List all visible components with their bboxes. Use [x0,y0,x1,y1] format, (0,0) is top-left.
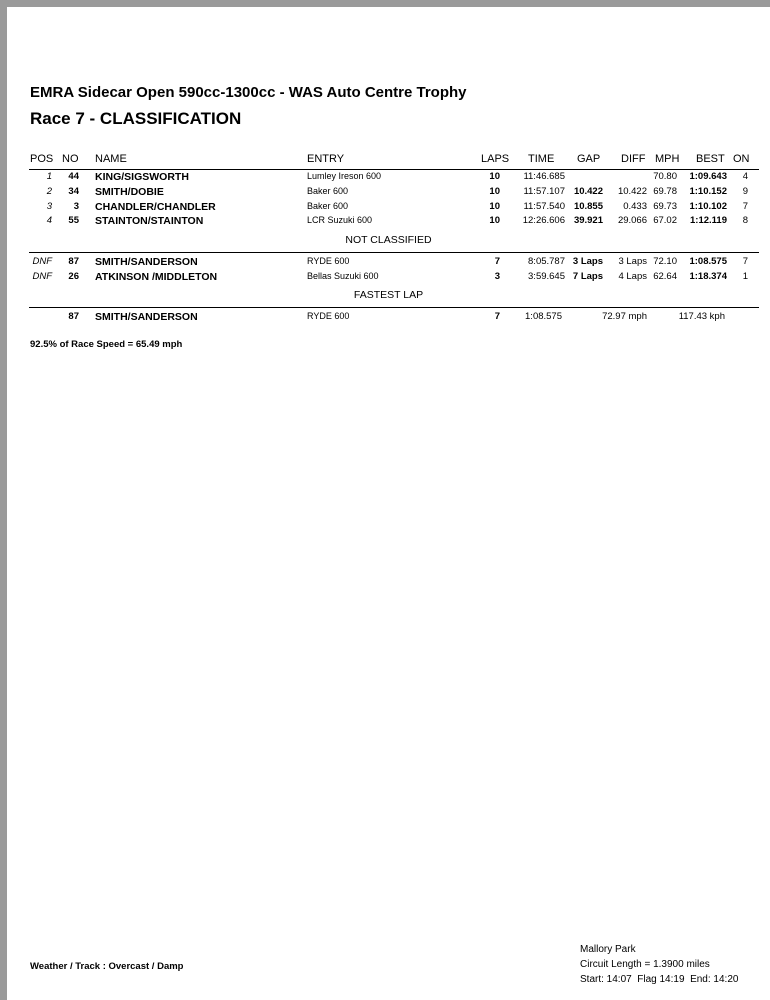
row-best: 1:09.643 [689,171,727,182]
row-mph: 62.64 [653,271,677,282]
results-page [7,7,770,1000]
row-laps: 10 [489,186,500,197]
row-name: SMITH/DOBIE [95,186,164,198]
row-no: 3 [73,201,79,212]
not-classified-heading: NOT CLASSIFIED [345,234,432,246]
row-entry: LCR Suzuki 600 [307,215,373,225]
row-mph: 67.02 [653,215,677,226]
row-pos: DNF [32,256,52,267]
fastest-entry: RYDE 600 [307,311,350,321]
row-no: 34 [68,186,79,197]
row-gap: 10.855 [573,201,603,212]
row-no: 44 [68,171,79,182]
col-pos: POS [30,153,54,165]
result-row [7,215,770,229]
row-diff: 29.066 [617,215,647,226]
row-best: 1:12.119 [690,215,727,226]
row-no: 87 [68,256,79,267]
race-title: Race 7 - CLASSIFICATION [30,109,242,128]
weather-track: Weather / Track : Overcast / Damp [30,961,184,972]
fastest-mph: 72.97 mph [602,311,647,322]
fastest-no: 87 [68,311,79,322]
col-gap: GAP [577,153,601,165]
row-mph: 70.80 [653,171,677,182]
row-best: 1:10.102 [689,201,727,212]
row-best: 1:08.575 [689,256,727,267]
fastest-kph: 117.43 kph [678,311,725,322]
result-row [7,171,770,185]
row-entry: Baker 600 [307,186,349,196]
row-name: CHANDLER/CHANDLER [95,201,216,213]
row-mph: 69.78 [653,186,677,197]
fastest-lap-number: 7 [494,311,500,322]
row-on: 1 [742,271,748,282]
row-diff: 4 Laps [618,271,647,282]
circuit-name: Mallory Park [580,944,636,955]
row-on: 4 [742,171,748,182]
row-entry: Bellas Suzuki 600 [307,271,379,281]
row-entry: Baker 600 [307,201,349,211]
fastest-lap-row [7,311,770,325]
row-time: 11:57.540 [523,201,565,212]
row-time: 8:05.787 [528,256,565,267]
row-name: STAINTON/STAINTON [95,215,204,227]
row-gap: 10.422 [573,186,603,197]
row-mph: 69.73 [653,201,677,212]
row-no: 55 [68,215,79,226]
result-row [7,201,770,215]
row-pos: DNF [32,271,52,282]
row-pos: 1 [46,171,52,182]
row-pos: 3 [46,201,52,212]
row-mph: 72.10 [653,256,677,267]
col-entry: ENTRY [307,153,345,165]
row-laps: 10 [489,201,500,212]
not-classified-divider [29,252,759,253]
row-diff: 0.433 [623,201,647,212]
row-no: 26 [68,271,79,282]
fastest-lap-divider [29,307,759,308]
row-pos: 2 [46,186,52,197]
row-gap: 7 Laps [572,271,603,282]
row-on: 9 [742,186,748,197]
col-on: ON [733,153,750,165]
row-diff: 10.422 [617,186,647,197]
result-row [7,256,770,270]
row-entry: Lumley Ireson 600 [307,171,382,181]
header-divider [29,169,759,170]
result-row [7,271,770,285]
col-time: TIME [528,153,555,165]
row-on: 7 [742,256,748,267]
row-time: 11:57.107 [523,186,565,197]
row-name: SMITH/SANDERSON [95,256,198,268]
fastest-time: 1:08.575 [525,311,562,322]
row-name: ATKINSON /MIDDLETON [95,271,218,283]
row-best: 1:18.374 [689,271,727,282]
row-laps: 10 [489,171,500,182]
row-gap: 3 Laps [572,256,603,267]
row-laps: 3 [494,271,500,282]
row-best: 1:10.152 [689,186,727,197]
row-time: 3:59.645 [528,271,565,282]
row-laps: 10 [489,215,500,226]
race-speed-note: 92.5% of Race Speed = 65.49 mph [30,339,183,350]
row-on: 8 [742,215,748,226]
col-name: NAME [95,153,127,165]
row-gap: 39.921 [573,215,603,226]
event-title: EMRA Sidecar Open 590cc-1300cc - WAS Auto Centre Trophy [30,84,467,101]
col-laps: LAPS [481,153,510,165]
col-mph: MPH [655,153,680,165]
row-time: 11:46.685 [523,171,565,182]
row-name: KING/SIGSWORTH [95,171,189,183]
fastest-name: SMITH/SANDERSON [95,311,198,323]
col-diff: DIFF [621,153,646,165]
col-no: NO [62,153,79,165]
row-pos: 4 [46,215,52,226]
col-best: BEST [696,153,725,165]
circuit-info [580,942,738,987]
row-diff: 3 Laps [618,256,647,267]
row-laps: 7 [494,256,500,267]
row-time: 12:26.606 [522,215,565,226]
row-on: 7 [742,201,748,212]
race-times: Start: 14:07 Flag 14:19 End: 14:20 [580,974,739,985]
result-row [7,186,770,200]
circuit-length: Circuit Length = 1.3900 miles [580,959,710,970]
row-entry: RYDE 600 [307,256,350,266]
fastest-lap-heading: FASTEST LAP [353,289,424,301]
